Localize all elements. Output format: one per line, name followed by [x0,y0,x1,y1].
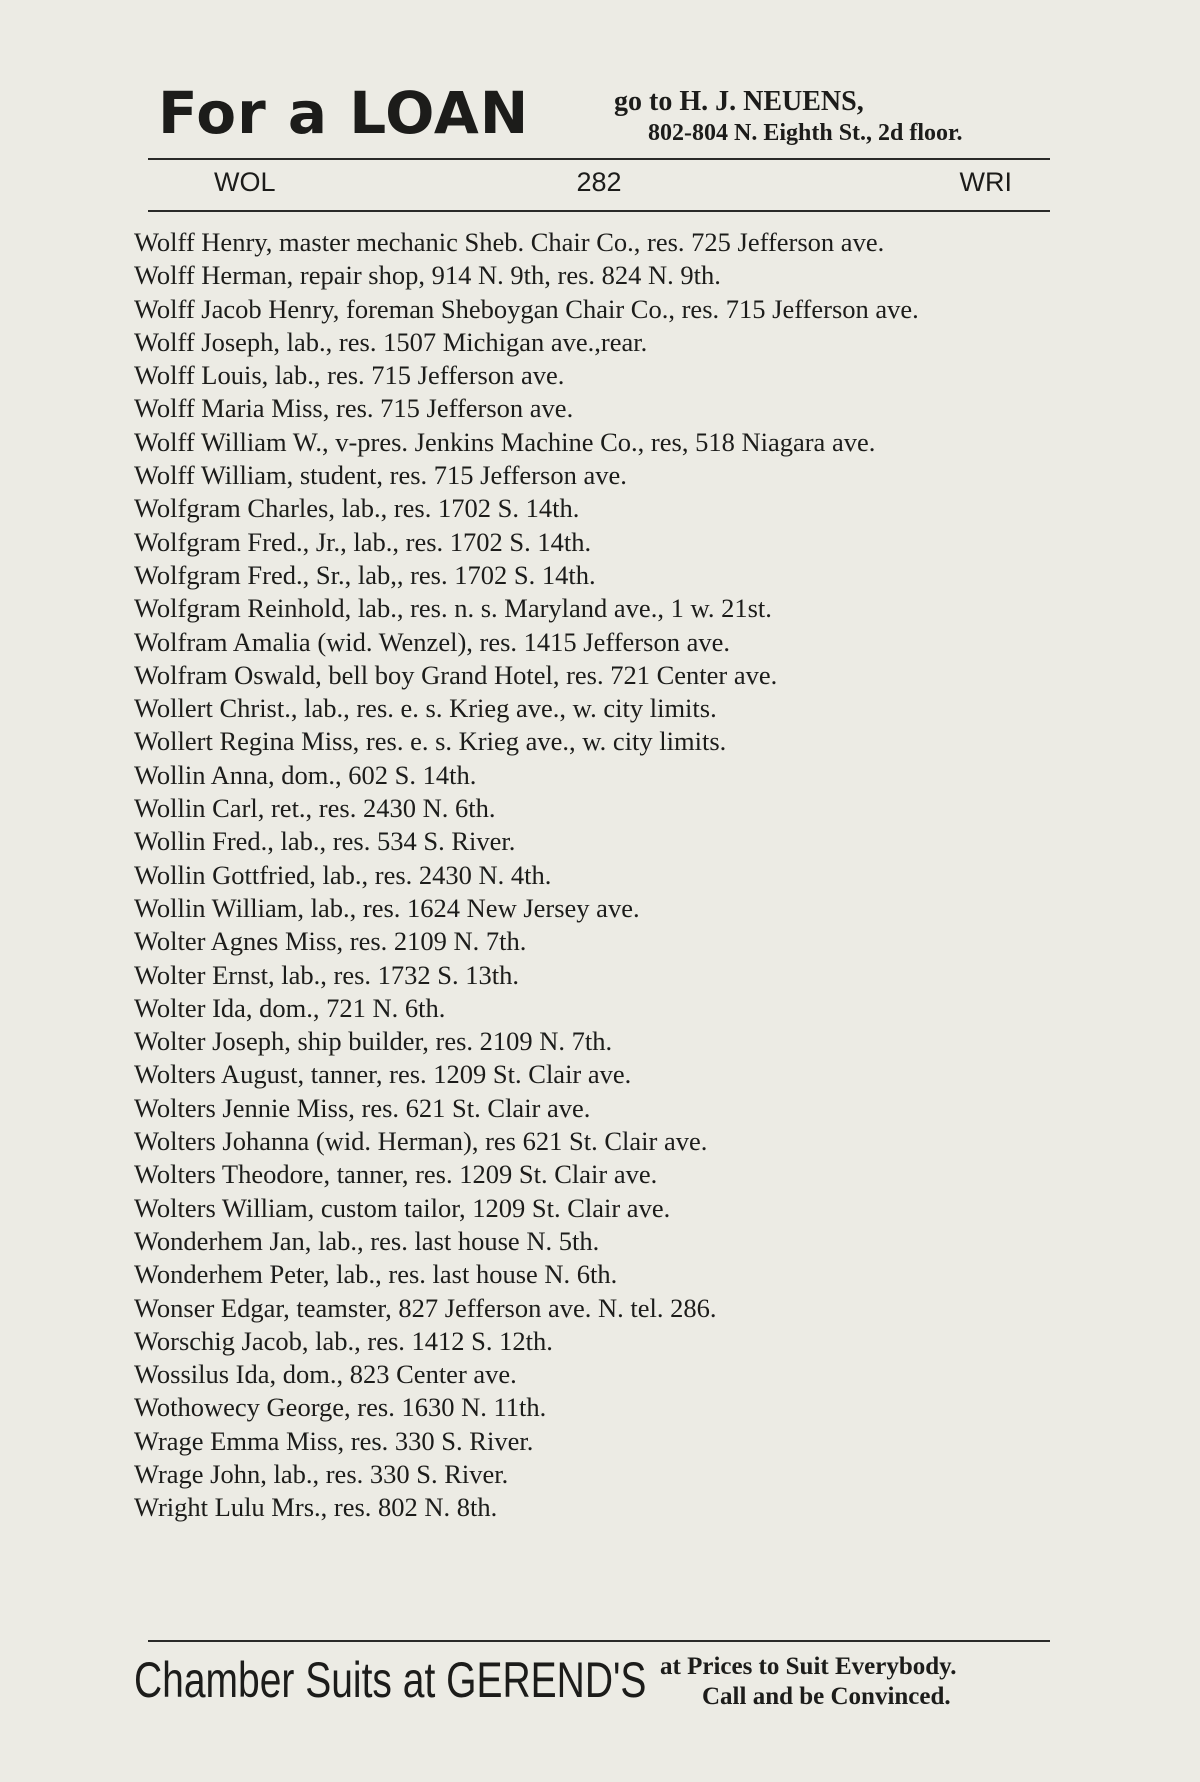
directory-entry: Wolters William, custom tailor, 1209 St. Clair ave. [134,1192,671,1223]
directory-entry: Wolff Maria Miss, res. 715 Jefferson ave. [134,393,574,424]
loan-ad-line1: go to H. J. NEUENS, [614,86,864,117]
directory-entry: Wolter Ida, dom., 721 N. 6th. [134,992,446,1023]
directory-listings [134,226,1050,1525]
directory-entry: Wollin Anna, dom., 602 S. 14th. [134,759,477,790]
header-rule [148,158,1050,160]
footer-ad-title: Chamber Suits at GEREND'S [134,1652,647,1708]
running-head-right: WRI [959,167,1012,197]
directory-entry: Wrage Emma Miss, res. 330 S. River. [134,1425,534,1456]
running-head-left: WOL [214,167,276,197]
directory-entry: Wolter Joseph, ship builder, res. 2109 N. 7th. [134,1026,613,1057]
page-number: 282 [576,167,622,197]
directory-entry: Wolff Jacob Henry, foreman Sheboygan Chair Co., res. 715 Jefferson ave. [134,293,919,324]
directory-entry: Wolff William W., v-pres. Jenkins Machine Co., res, 518 Niagara ave. [134,426,876,457]
directory-entry: Wonser Edgar, teamster, 827 Jefferson ave. N. tel. 286. [134,1292,717,1323]
directory-entry: Wollin Carl, ret., res. 2430 N. 6th. [134,793,496,824]
directory-entry: Wolters August, tanner, res. 1209 St. Clair ave. [134,1059,632,1090]
running-head [148,164,1050,200]
chamber-suits-advertisement [134,1650,1054,1716]
running-head-rule [148,210,1050,212]
directory-entry: Wolfgram Fred., Jr., lab., res. 1702 S. 14th. [134,526,592,557]
directory-entry: Wolff Herman, repair shop, 914 N. 9th, res. 824 N. 9th. [134,260,721,291]
directory-entry: Wright Lulu Mrs., res. 802 N. 8th. [134,1492,498,1523]
directory-entry: Wollin William, lab., res. 1624 New Jersey ave. [134,892,640,923]
directory-entry: Wolfgram Fred., Sr., lab,, res. 1702 S. 14th. [134,559,596,590]
directory-entry: Wolfram Amalia (wid. Wenzel), res. 1415 Jefferson ave. [134,626,730,657]
directory-entry: Wollin Gottfried, lab., res. 2430 N. 4th. [134,859,552,890]
directory-entry: Wollert Christ., lab., res. e. s. Krieg ave., w. city limits. [134,693,717,724]
loan-ad-line2: 802-804 N. Eighth St., 2d floor. [648,120,963,146]
directory-entry: Wollert Regina Miss, res. e. s. Krieg ave., w. city limits. [134,726,727,757]
loan-ad-details [614,86,962,148]
directory-entry: Wothowecy George, res. 1630 N. 11th. [134,1392,547,1423]
footer-ad-line2: Call and be Convinced. [702,1683,951,1710]
directory-entry: Wolters Johanna (wid. Herman), res 621 St. Clair ave. [134,1126,708,1157]
directory-entry: Wolff Louis, lab., res. 715 Jefferson ave. [134,360,565,391]
directory-entry: Wolfgram Reinhold, lab., res. n. s. Maryland ave., 1 w. 21st. [134,593,772,624]
directory-entry: Wolff William, student, res. 715 Jefferson ave. [134,460,627,491]
directory-entry: Wolff Henry, master mechanic Sheb. Chair Co., res. 725 Jefferson ave. [134,227,885,257]
directory-entry: Wrage John, lab., res. 330 S. River. [134,1458,509,1489]
directory-entry: Wolfgram Charles, lab., res. 1702 S. 14th. [134,493,580,524]
directory-entry: Wonderhem Jan, lab., res. last house N. 5th. [134,1225,600,1256]
directory-entry: Wollin Fred., lab., res. 534 S. River. [134,826,516,857]
directory-entry: Wossilus Ida, dom., 823 Center ave. [134,1359,517,1390]
directory-entry: Wolters Jennie Miss, res. 621 St. Clair ave. [134,1092,591,1123]
footer-ad-line1: at Prices to Suit Everybody. [660,1653,957,1680]
loan-advertisement [158,78,1054,156]
directory-entry: Wolters Theodore, tanner, res. 1209 St. Clair ave. [134,1159,658,1190]
directory-entry: Wolter Ernst, lab., res. 1732 S. 13th. [134,959,520,990]
footer-ad-details [660,1652,957,1712]
directory-entry: Wolfram Oswald, bell boy Grand Hotel, res. 721 Center ave. [134,659,778,690]
footer-rule [148,1640,1050,1642]
directory-entry: Wonderhem Peter, lab., res. last house N. 6th. [134,1259,618,1290]
directory-entry: Wolter Agnes Miss, res. 2109 N. 7th. [134,926,527,957]
loan-ad-title: For a LOAN [158,79,530,147]
directory-entry: Wolff Joseph, lab., res. 1507 Michigan ave.,rear. [134,326,648,357]
directory-entry: Worschig Jacob, lab., res. 1412 S. 12th. [134,1325,553,1356]
